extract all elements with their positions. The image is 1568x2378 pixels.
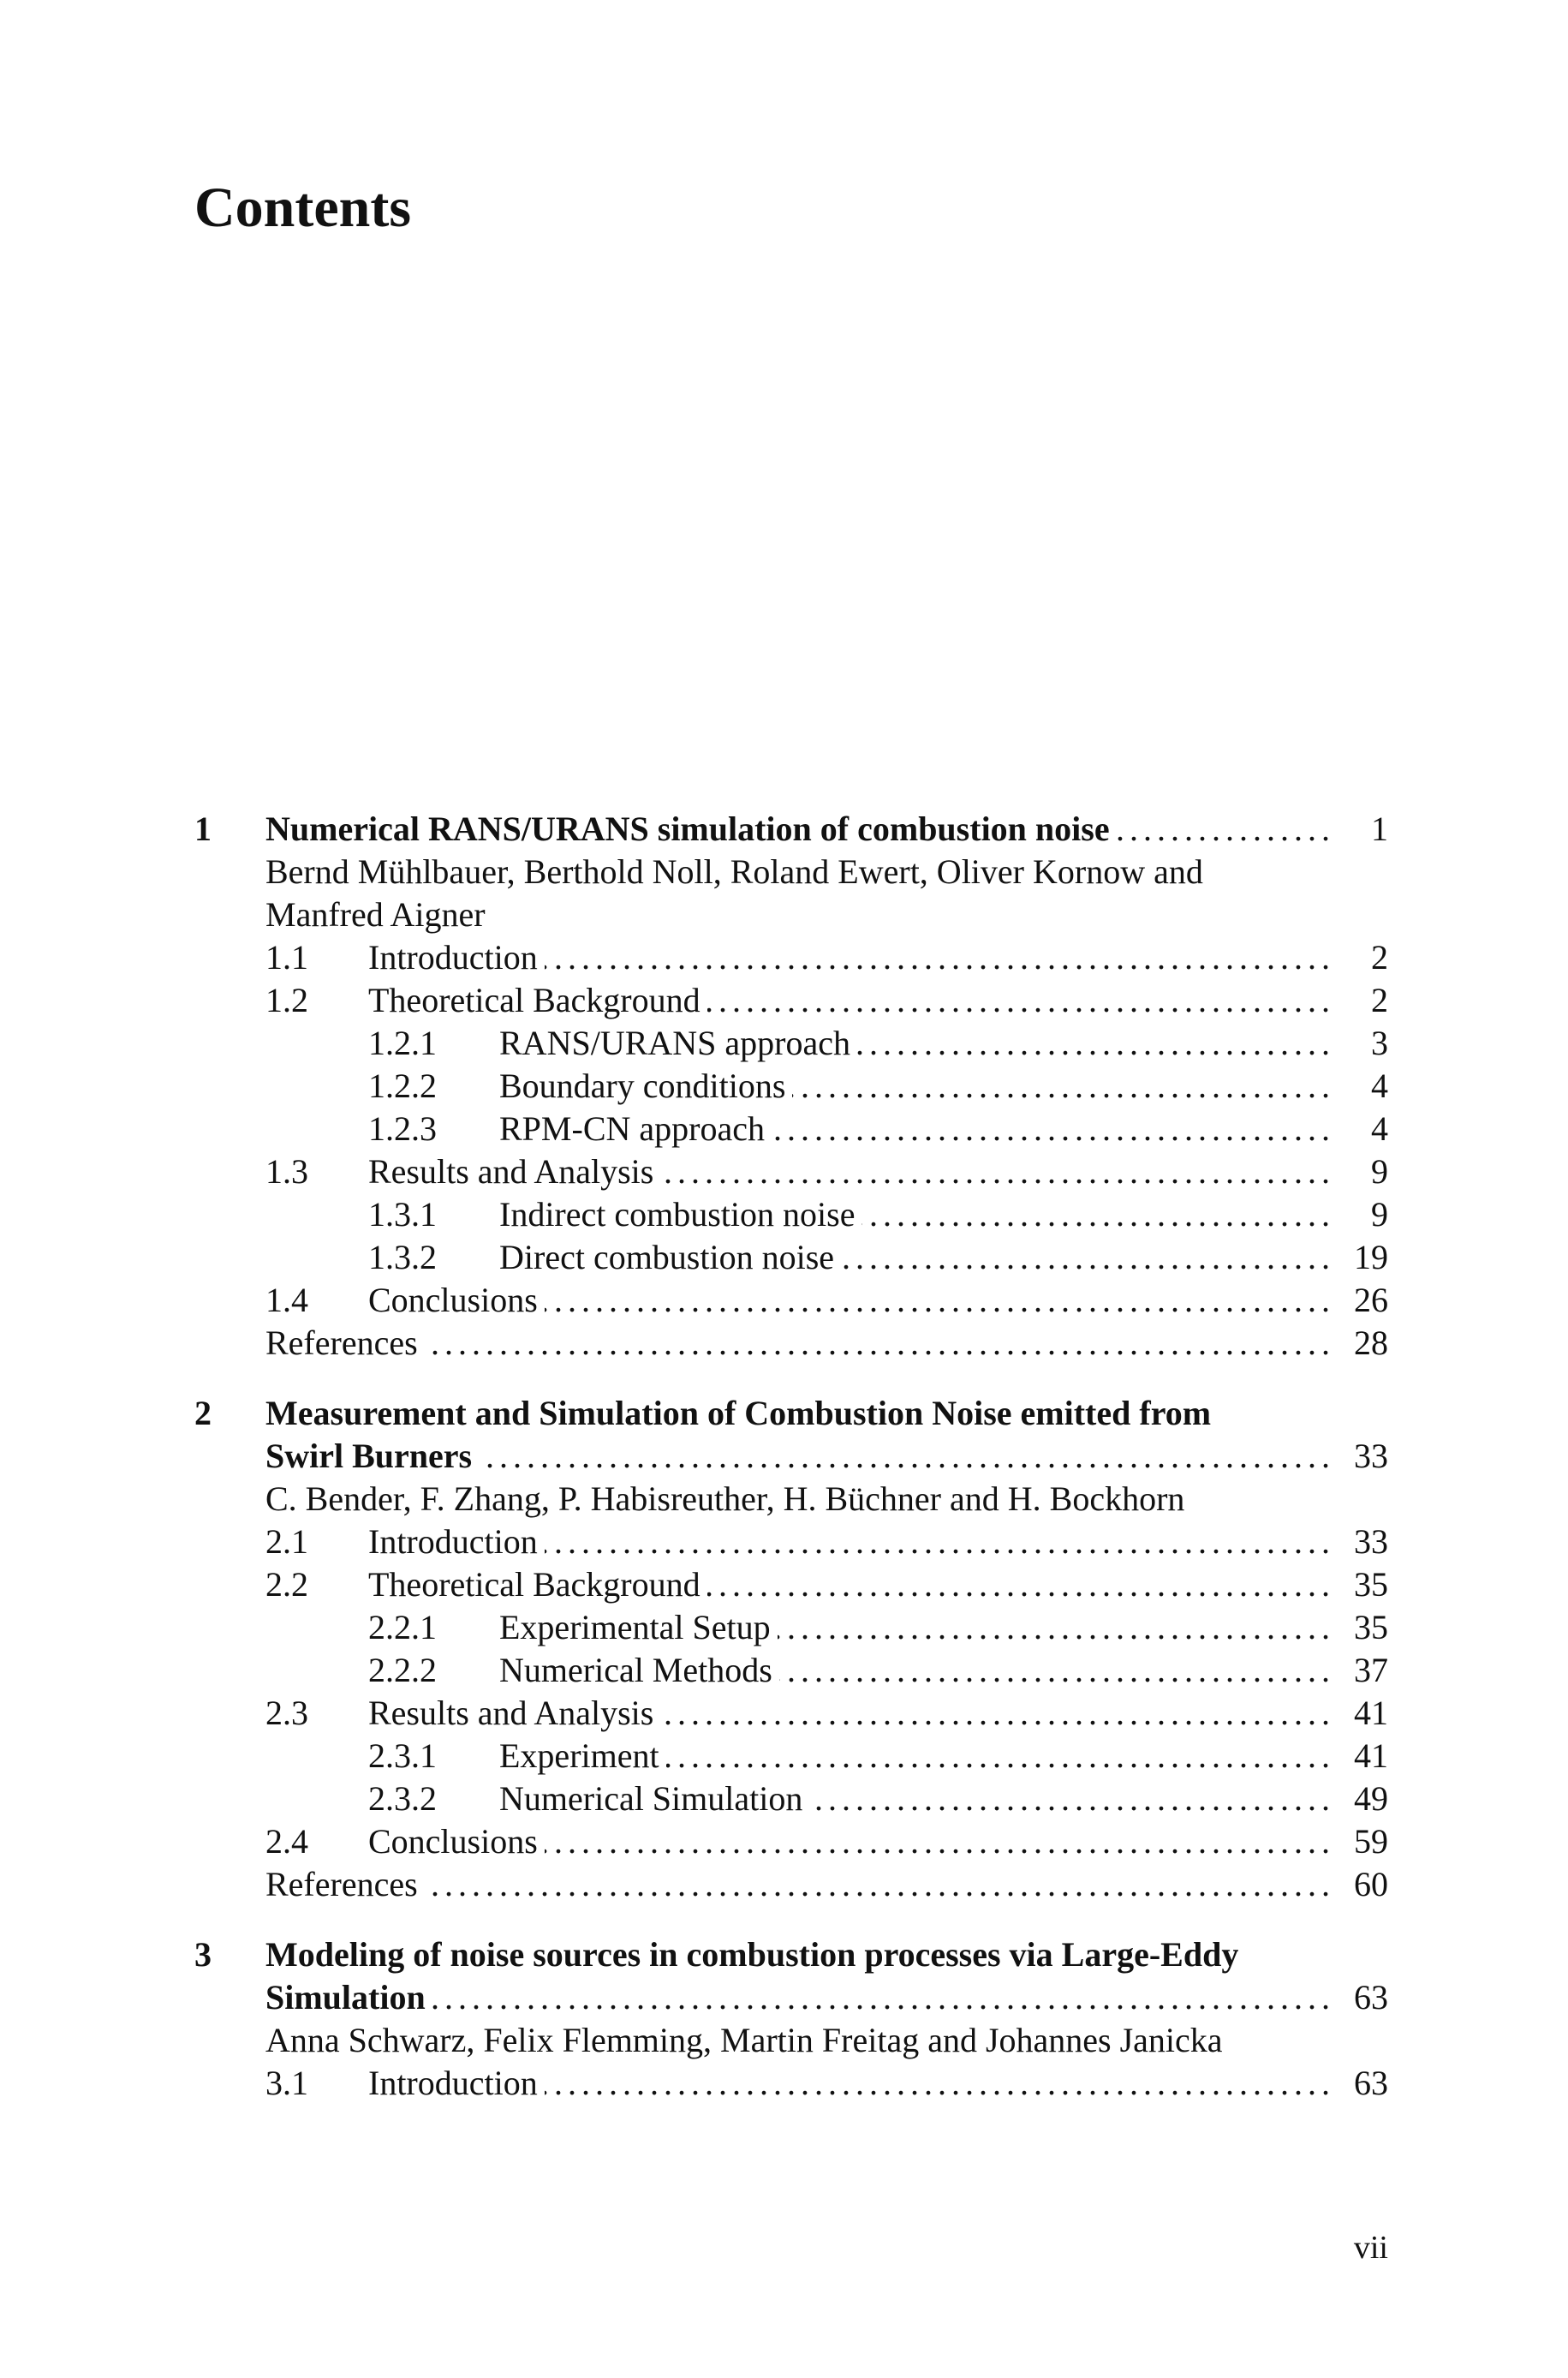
chapter-number: 1: [194, 810, 212, 848]
toc-entry[interactable]: [194, 1649, 1388, 1692]
dot-leader: [545, 1521, 1328, 1563]
dot-leader: [779, 1649, 1328, 1692]
subsection-title: Experiment: [499, 1735, 666, 1778]
section-title: Results and Analysis: [368, 1150, 660, 1193]
references-title: References: [265, 1322, 425, 1365]
subsection-title: Boundary conditions: [499, 1065, 792, 1108]
section-number: 1.3: [265, 1152, 308, 1191]
section-title: Conclusions: [368, 1279, 545, 1322]
page-number: 9: [1328, 1150, 1388, 1193]
toc-entry-references[interactable]: [194, 1863, 1388, 1906]
section-number: 2.4: [265, 1822, 308, 1861]
page-number: 60: [1328, 1863, 1388, 1906]
dot-leader: [1117, 808, 1328, 851]
section-number: 1.4: [265, 1281, 308, 1319]
dot-leader: [792, 1065, 1328, 1108]
subsection-number: 2.2.2: [368, 1651, 437, 1689]
page-number: 63: [1328, 2062, 1388, 2105]
toc-entry-references[interactable]: [194, 1322, 1388, 1365]
dot-leader: [862, 1193, 1328, 1236]
references-title: References: [265, 1863, 425, 1906]
section-number: 2.3: [265, 1694, 308, 1732]
toc-entry[interactable]: [194, 979, 1388, 1022]
toc-entry[interactable]: [194, 1193, 1388, 1236]
toc-entry[interactable]: [194, 1735, 1388, 1778]
toc-entry[interactable]: [194, 1606, 1388, 1649]
dot-leader: [425, 1322, 1328, 1365]
dot-leader: [479, 1435, 1328, 1478]
dot-leader: [545, 1279, 1328, 1322]
chapter-number: 3: [194, 1935, 212, 1974]
subsection-title: RANS/URANS approach: [499, 1022, 857, 1065]
page-number: 59: [1328, 1820, 1388, 1863]
page-number: 41: [1328, 1692, 1388, 1735]
chapter-title-row[interactable]: [194, 1976, 1388, 2019]
page-number: 49: [1328, 1778, 1388, 1820]
dot-leader: [772, 1108, 1328, 1150]
section-title: Introduction: [368, 2062, 545, 2105]
subsection-number: 1.2.1: [368, 1024, 437, 1062]
page-number-footer: vii: [1353, 2230, 1388, 2266]
section-title: Introduction: [368, 1521, 545, 1563]
toc-entry[interactable]: [194, 1022, 1388, 1065]
chapter-authors: Manfred Aigner: [265, 895, 486, 934]
dot-leader: [545, 1820, 1328, 1863]
page-number: 19: [1328, 1236, 1388, 1279]
toc-entry[interactable]: [194, 1521, 1388, 1563]
section-number: 1.2: [265, 981, 308, 1019]
chapter-1: [194, 808, 1388, 1365]
subsection-title: Numerical Simulation: [499, 1778, 809, 1820]
dot-leader: [841, 1236, 1328, 1279]
section-number: 2.2: [265, 1565, 308, 1604]
toc-entry[interactable]: [194, 1820, 1388, 1863]
chapter-authors: Anna Schwarz, Felix Flemming, Martin Freitag and Johannes Janicka: [265, 2021, 1223, 2059]
toc-entry[interactable]: [194, 1108, 1388, 1150]
toc-entry[interactable]: [194, 1150, 1388, 1193]
subsection-number: 1.2.2: [368, 1067, 437, 1105]
dot-leader: [857, 1022, 1328, 1065]
subsection-number: 1.3.2: [368, 1238, 437, 1276]
chapter-title-row[interactable]: [194, 808, 1388, 851]
dot-leader: [707, 979, 1328, 1022]
toc-entry[interactable]: [194, 1279, 1388, 1322]
subsection-title: Indirect combustion noise: [499, 1193, 862, 1236]
subsection-number: 1.2.3: [368, 1109, 437, 1148]
dot-leader: [707, 1563, 1328, 1606]
page-title: Contents: [194, 176, 412, 239]
subsection-title: Experimental Setup: [499, 1606, 778, 1649]
page-number: 35: [1328, 1563, 1388, 1606]
subsection-title: RPM-CN approach: [499, 1108, 772, 1150]
page-number: 1: [1328, 808, 1388, 851]
page-number: 4: [1328, 1108, 1388, 1150]
dot-leader: [660, 1692, 1328, 1735]
subsection-number: 1.3.1: [368, 1195, 437, 1234]
section-number: 3.1: [265, 2064, 308, 2102]
page-number: 3: [1328, 1022, 1388, 1065]
chapter-title: Simulation: [265, 1976, 432, 2019]
toc-entry[interactable]: [194, 1065, 1388, 1108]
page-number: 2: [1328, 936, 1388, 979]
page-number: 2: [1328, 979, 1388, 1022]
dot-leader: [809, 1778, 1328, 1820]
chapter-authors: C. Bender, F. Zhang, P. Habisreuther, H. Büchner and H. Bockhorn: [265, 1479, 1185, 1518]
subsection-number: 2.3.1: [368, 1736, 437, 1775]
toc-entry[interactable]: [194, 936, 1388, 979]
page-number: 41: [1328, 1735, 1388, 1778]
toc-entry[interactable]: [194, 1563, 1388, 1606]
chapter-title[interactable]: Measurement and Simulation of Combustion Noise emitted from: [265, 1394, 1212, 1432]
subsection-number: 2.2.1: [368, 1608, 437, 1646]
toc-entry[interactable]: [194, 1236, 1388, 1279]
toc-entry[interactable]: [194, 2062, 1388, 2105]
page-number: 37: [1328, 1649, 1388, 1692]
dot-leader: [545, 2062, 1328, 2105]
subsection-title: Direct combustion noise: [499, 1236, 841, 1279]
page-number: 28: [1328, 1322, 1388, 1365]
dot-leader: [545, 936, 1328, 979]
section-number: 2.1: [265, 1522, 308, 1561]
chapter-3: [194, 1933, 1388, 2105]
chapter-authors: Bernd Mühlbauer, Berthold Noll, Roland Ewert, Oliver Kornow and: [265, 852, 1203, 891]
section-title: Theoretical Background: [368, 1563, 707, 1606]
chapter-2: [194, 1392, 1388, 1906]
table-of-contents: [194, 808, 1388, 2132]
subsection-title: Numerical Methods: [499, 1649, 779, 1692]
section-number: 1.1: [265, 938, 308, 977]
subsection-number: 2.3.2: [368, 1779, 437, 1818]
toc-entry[interactable]: [194, 1692, 1388, 1735]
dot-leader: [432, 1976, 1328, 2019]
page-number: 9: [1328, 1193, 1388, 1236]
section-title: Theoretical Background: [368, 979, 707, 1022]
dot-leader: [425, 1863, 1328, 1906]
page-number: 33: [1328, 1521, 1388, 1563]
chapter-title[interactable]: Modeling of noise sources in combustion processes via Large-Eddy: [265, 1935, 1239, 1974]
dot-leader: [660, 1150, 1328, 1193]
chapter-title-row[interactable]: [194, 1435, 1388, 1478]
chapter-number: 2: [194, 1394, 212, 1432]
page-number: 33: [1328, 1435, 1388, 1478]
dot-leader: [778, 1606, 1328, 1649]
section-title: Conclusions: [368, 1820, 545, 1863]
chapter-title: Swirl Burners: [265, 1435, 479, 1478]
section-title: Results and Analysis: [368, 1692, 660, 1735]
page-number: 26: [1328, 1279, 1388, 1322]
section-title: Introduction: [368, 936, 545, 979]
toc-entry[interactable]: [194, 1778, 1388, 1820]
page-number: 35: [1328, 1606, 1388, 1649]
dot-leader: [666, 1735, 1328, 1778]
chapter-title: Numerical RANS/URANS simulation of combustion noise: [265, 808, 1117, 851]
page-number: 4: [1328, 1065, 1388, 1108]
page-number: 63: [1328, 1976, 1388, 2019]
